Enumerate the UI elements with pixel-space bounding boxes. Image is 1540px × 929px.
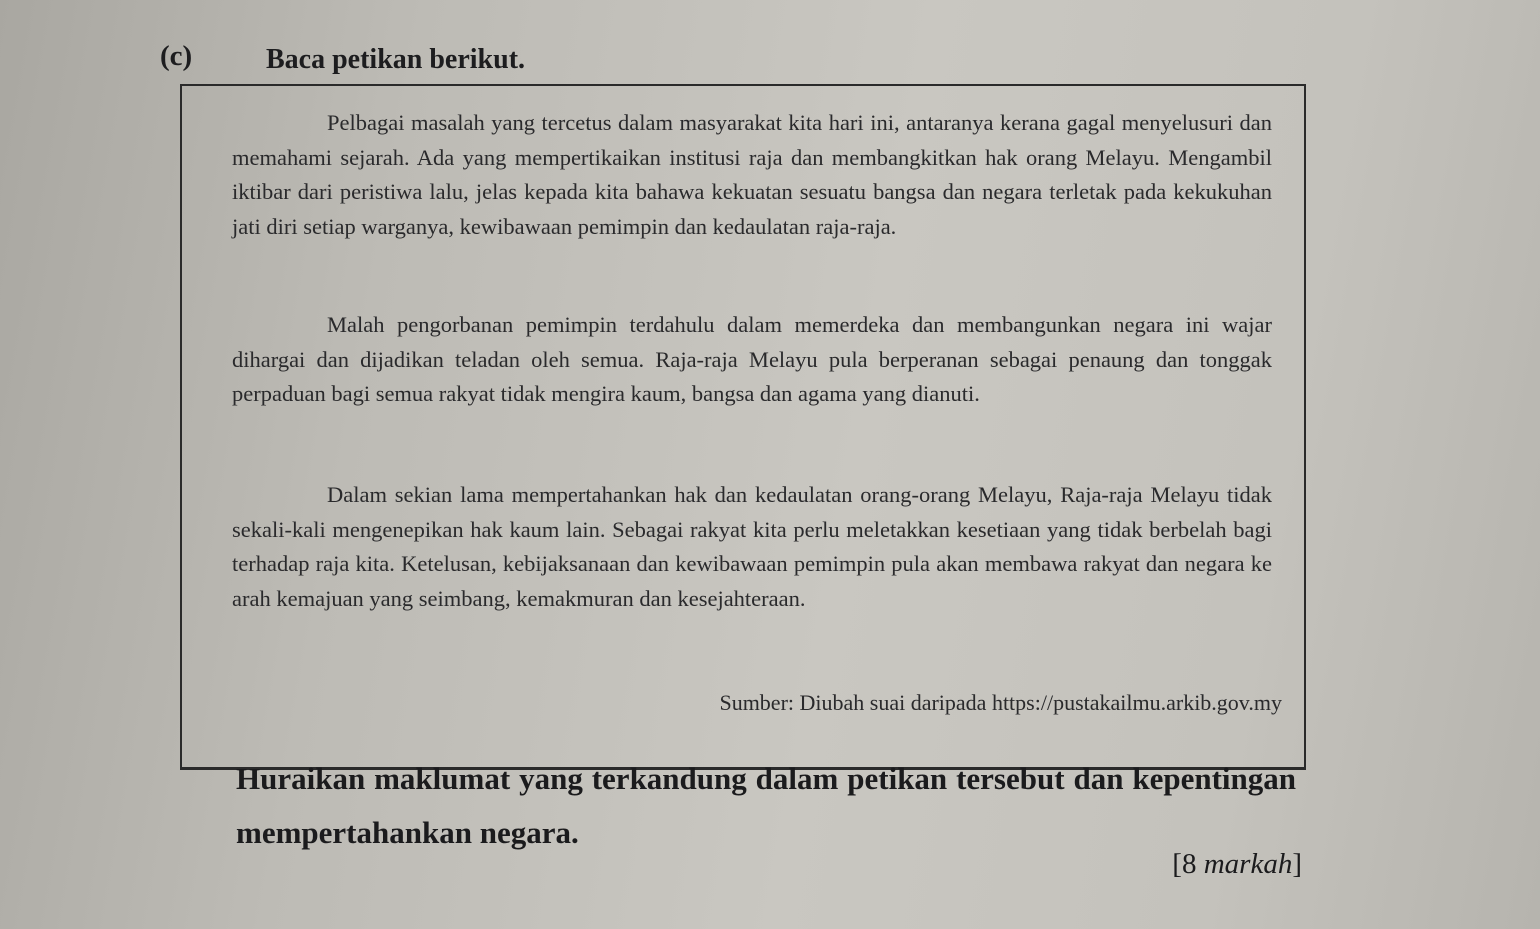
question-label: (c) [160,40,193,72]
question-text: Huraikan maklumat yang terkandung dalam petikan tersebut dan kepentingan mempertahankan negara. [236,761,1296,850]
instruction-heading: Baca petikan berikut. [266,44,526,75]
marks-close: ] [1292,848,1302,880]
marks-word: markah [1203,848,1293,880]
passage-paragraph-2: Malah pengorbanan pemimpin terdahulu dalam memerdeka dan membangunkan negara ini wajar dihargai dan dijadikan teladan oleh semua. Raja-raja Melayu pula berperanan sebagai penaung dan tonggak perpaduan bagi semua rakyat tidak mengira kaum, bangsa dan agama yang dianuti. [232,312,1272,406]
passage-paragraph-3: Dalam sekian lama mempertahankan hak dan kedaulatan orang-orang Melayu, Raja-raja Melayu tidak sekali-kali mengenepikan hak kaum lain. Sebagai rakyat kita perlu meletakkan kesetiaan yang tidak berbelah bagi terhadap raja kita. Ketelusan, kebijaksanaan dan kewibawaan pemimpin pula akan membawa rakyat dan negara ke arah kemajuan yang seimbang, kemakmuran dan kesejahteraan. [232,482,1272,611]
marks-allocation [1172,848,1302,881]
passage-paragraph-1: Pelbagai masalah yang tercetus dalam masyarakat kita hari ini, antaranya kerana gagal menyelusuri dan memahami sejarah. Ada yang mempertikaikan institusi raja dan membangkitkan hak orang Melayu. Mengambil iktibar dari peristiwa lalu, jelas kepada kita bahawa kekuatan sesuatu bangsa dan negara terletak pada kekukuhan jati diri setiap warganya, kewibawaan pemimpin dan kedaulatan raja-raja. [232,110,1272,239]
marks-open: [8 [1172,848,1204,880]
passage-source: Sumber: Diubah suai daripada https://pustakailmu.arkib.gov.my [719,690,1282,715]
